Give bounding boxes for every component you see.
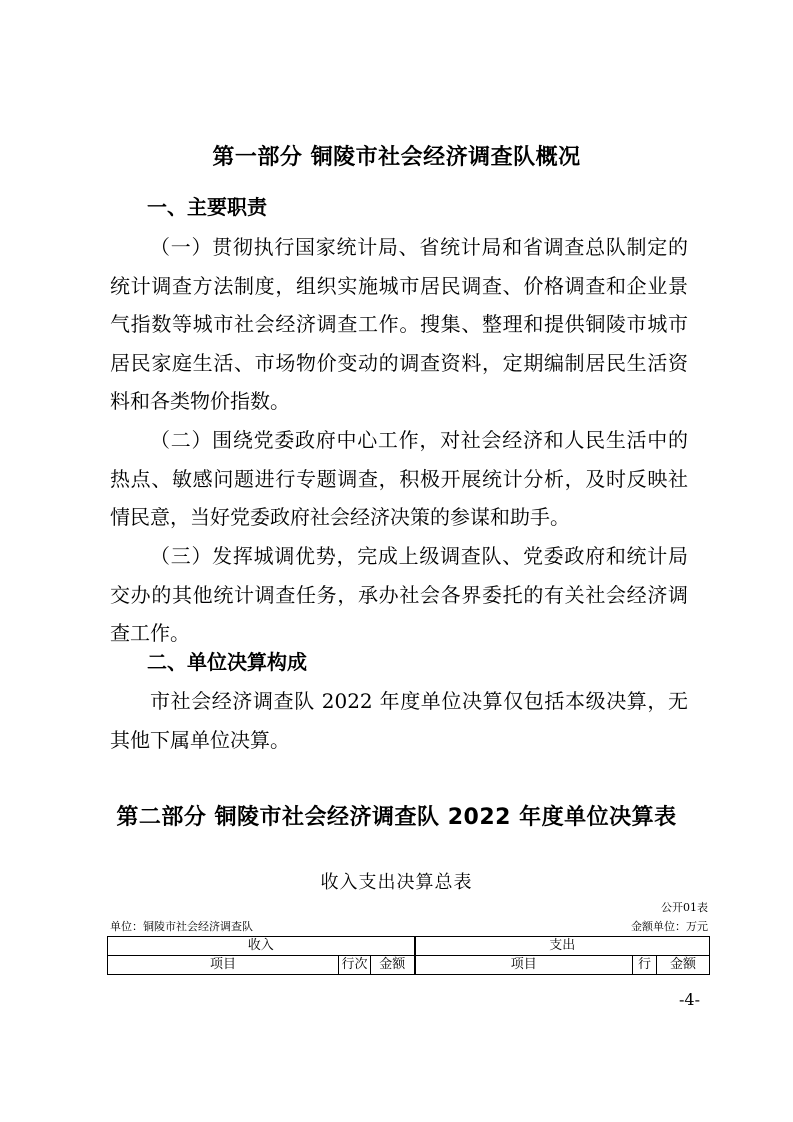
part2-title: 第二部分 铜陵市社会经济调查队 2022 年度单位决算表 — [116, 805, 677, 830]
duty-paragraph-1: （一）贯彻执行国家统计局、省统计局和省调查总队制定的统计调查方法制度，组织实施城市居民调查、价格调查和企业景气指数等城市社会经济调查工作。搜集、整理和提供铜陵市城市居民家庭生活、市场物价变动的调查资料，定期编制居民生活资料和各类物价指数。 — [110, 235, 688, 413]
income-group-header: 收入 — [108, 937, 415, 956]
form-number: 公开01表 — [661, 901, 708, 914]
section2-heading: 二、单位决算构成 — [147, 650, 307, 674]
expense-group-header: 支出 — [415, 937, 710, 956]
section1-heading: 一、主要职责 — [147, 195, 267, 219]
expense-item-header: 项目 — [415, 956, 633, 975]
amount-unit-label: 金额单位：万元 — [631, 920, 708, 933]
income-amount-header: 金额 — [371, 956, 415, 975]
expense-amount-header: 金额 — [657, 956, 710, 975]
unit-label: 单位：铜陵市社会经济调查队 — [110, 920, 253, 933]
duty-paragraph-2: （二）围绕党委政府中心工作，对社会经济和人民生活中的热点、敏感问题进行专题调查，积极开展统计分析，及时反映社情民意，当好党委政府社会经济决策的参谋和助手。 — [110, 428, 688, 529]
budget-composition-paragraph: 市社会经济调查队 2022 年度单位决算仅包括本级决算，无其他下属单位决算。 — [110, 689, 688, 752]
table-title: 收入支出决算总表 — [320, 872, 473, 893]
income-expense-summary-table — [107, 936, 710, 975]
table-column-header-row — [108, 956, 710, 975]
income-item-header: 项目 — [108, 956, 339, 975]
expense-row-header: 行 — [633, 956, 657, 975]
part1-title: 第一部分 铜陵市社会经济调查队概况 — [212, 145, 581, 170]
income-row-header: 行次 — [339, 956, 371, 975]
duty-paragraph-3: （三）发挥城调优势，完成上级调查队、党委政府和统计局交办的其他统计调查任务，承办社会各界委托的有关社会经济调查工作。 — [110, 544, 688, 645]
table-group-header-row — [108, 937, 710, 956]
page-number: -4- — [679, 990, 700, 1009]
